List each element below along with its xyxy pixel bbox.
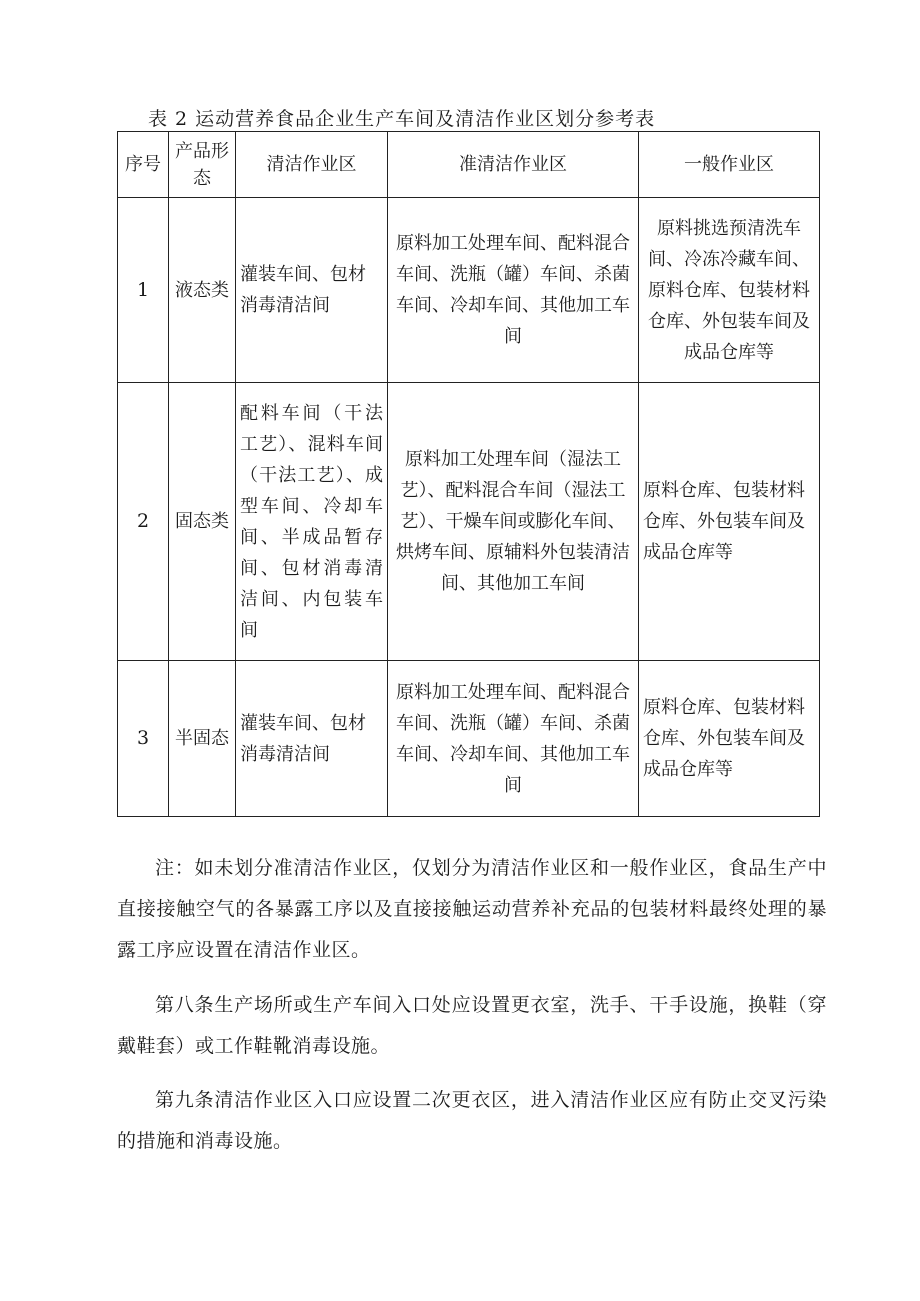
row-product-form: 液态类 bbox=[169, 198, 236, 383]
table-row bbox=[118, 198, 820, 383]
table-row bbox=[118, 661, 820, 817]
table-row bbox=[118, 383, 820, 661]
header-seq: 序号 bbox=[118, 132, 169, 198]
table-caption: 表 2 运动营养食品企业生产车间及清洁作业区划分参考表 bbox=[148, 108, 656, 130]
header-general-zone: 一般作业区 bbox=[639, 132, 820, 198]
header-quasi-clean-zone: 准清洁作业区 bbox=[388, 132, 639, 198]
row-seq: 1 bbox=[118, 198, 169, 383]
header-clean-zone: 清洁作业区 bbox=[236, 132, 388, 198]
table-header-row bbox=[118, 132, 820, 198]
table-note: 注：如未划分准清洁作业区，仅划分为清洁作业区和一般作业区，食品生产中直接接触空气的各暴露工序以及直接接触运动营养补充品的包装材料最终处理的暴露工序应设置在清洁作业区。 bbox=[117, 857, 827, 961]
row-quasi-clean-zone: 原料加工处理车间、配料混合车间、洗瓶（罐）车间、杀菌车间、冷却车间、其他加工车间 bbox=[388, 198, 639, 383]
row-quasi-clean-zone: 原料加工处理车间、配料混合车间、洗瓶（罐）车间、杀菌车间、冷却车间、其他加工车间 bbox=[388, 661, 639, 817]
row-seq: 3 bbox=[118, 661, 169, 817]
article-8-paragraph: 第八条生产场所或生产车间入口处应设置更衣室，洗手、干手设施，换鞋（穿戴鞋套）或工作鞋靴消毒设施。 bbox=[117, 994, 827, 1057]
row-clean-zone: 配料车间（干法工艺）、混料车间（干法工艺）、成型车间、冷却车间、半成品暂存间、包材消毒清洁间、内包装车间 bbox=[236, 383, 388, 661]
row-general-zone: 原料挑选预清洗车间、冷冻冷藏车间、原料仓库、包装材料仓库、外包装车间及成品仓库等 bbox=[639, 198, 820, 383]
row-product-form: 固态类 bbox=[169, 383, 236, 661]
row-seq: 2 bbox=[118, 383, 169, 661]
row-general-zone: 原料仓库、包装材料仓库、外包装车间及成品仓库等 bbox=[639, 383, 820, 661]
header-product-form: 产品形态 bbox=[169, 132, 236, 198]
row-quasi-clean-zone: 原料加工处理车间（湿法工艺）、配料混合车间（湿法工艺）、干燥车间或膨化车间、烘烤车间、原辅料外包装清洁间、其他加工车间 bbox=[388, 383, 639, 661]
row-clean-zone: 灌装车间、包材消毒清洁间 bbox=[236, 661, 388, 817]
article-9-paragraph: 第九条清洁作业区入口应设置二次更衣区，进入清洁作业区应有防止交叉污染的措施和消毒设施。 bbox=[117, 1089, 827, 1152]
workshop-zone-table bbox=[117, 131, 820, 817]
row-product-form: 半固态 bbox=[169, 661, 236, 817]
row-clean-zone: 灌装车间、包材消毒清洁间 bbox=[236, 198, 388, 383]
row-general-zone: 原料仓库、包装材料仓库、外包装车间及成品仓库等 bbox=[639, 661, 820, 817]
